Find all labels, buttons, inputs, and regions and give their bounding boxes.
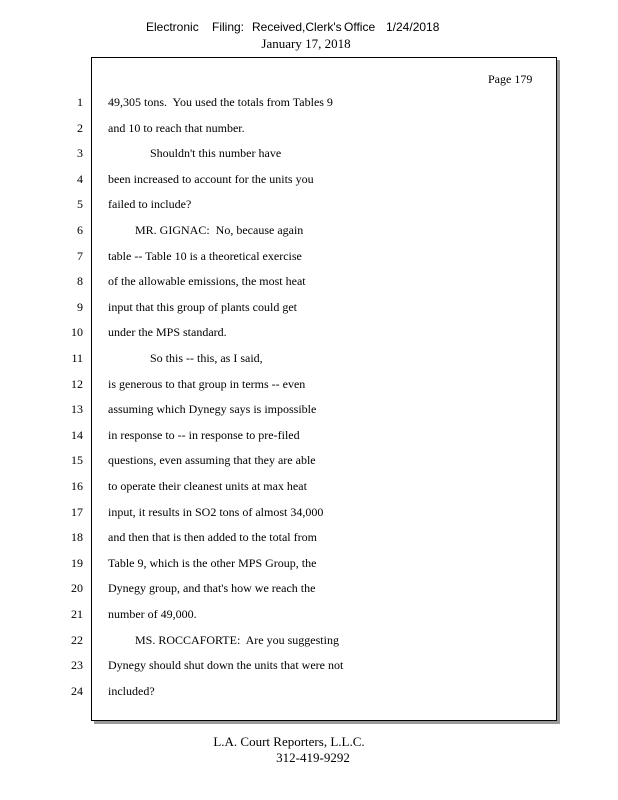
line-number: 23 — [71, 658, 83, 673]
line-text: input that this group of plants could get — [108, 299, 297, 314]
stamp-word-received: Received,Clerk's — [252, 20, 342, 34]
line-text: is generous to that group in terms -- even — [108, 376, 306, 391]
line-number: 15 — [71, 453, 83, 468]
line-number: 12 — [71, 376, 83, 391]
line-number: 6 — [77, 223, 83, 237]
line-number: 7 — [77, 248, 83, 263]
line-text: 49,305 tons. You used the totals from Tables 9 — [108, 95, 333, 109]
line-number: 8 — [77, 274, 83, 289]
line-number: 9 — [77, 299, 83, 314]
line-number: 4 — [77, 171, 83, 186]
line-text: Dynegy should shut down the units that were not — [108, 658, 344, 673]
header-date-row — [0, 36, 618, 52]
line-text: MS. ROCCAFORTE: Are you suggesting — [108, 632, 339, 647]
stamp-date: 1/24/2018 — [386, 20, 440, 34]
footer-phone: 312-419-9292 — [276, 750, 350, 765]
stamp-word-electronic: Electronic — [146, 20, 199, 34]
stamp-word-office: Office — [344, 20, 376, 34]
line-number: 17 — [71, 504, 83, 519]
line-number: 16 — [71, 479, 83, 493]
line-text: to operate their cleanest units at max heat — [108, 479, 307, 493]
line-number: 5 — [77, 197, 83, 212]
line-text: included? — [108, 683, 155, 698]
line-text: of the allowable emissions, the most heat — [108, 274, 306, 289]
line-text: Dynegy group, and that's how we reach the — [108, 581, 316, 596]
line-text: in response to -- in response to pre-filed — [108, 427, 300, 442]
page-number: Page 179 — [488, 72, 533, 86]
line-text: been increased to account for the units you — [108, 171, 314, 186]
line-text: and 10 to reach that number. — [108, 120, 245, 135]
line-text: MR. GIGNAC: No, because again — [108, 223, 304, 237]
line-text: number of 49,000. — [108, 607, 197, 621]
line-number: 11 — [71, 351, 83, 365]
line-text: under the MPS standard. — [108, 325, 227, 340]
line-number: 2 — [77, 120, 83, 135]
line-number: 19 — [71, 555, 83, 570]
line-number: 3 — [77, 146, 83, 161]
line-text: failed to include? — [108, 197, 192, 212]
line-number: 24 — [71, 683, 83, 698]
footer-reporter-row — [0, 734, 618, 750]
line-text: input, it results in SO2 tons of almost 34,000 — [108, 504, 324, 519]
line-number: 20 — [71, 581, 83, 596]
footer-reporter: L.A. Court Reporters, L.L.C. — [213, 734, 365, 749]
footer-phone-row — [0, 750, 618, 766]
line-number: 21 — [71, 607, 83, 621]
line-text: Shouldn't this number have — [108, 146, 282, 161]
line-text: So this -- this, as I said, — [108, 351, 263, 365]
line-text: assuming which Dynegy says is impossible — [108, 402, 317, 417]
line-text: questions, even assuming that they are able — [108, 453, 316, 468]
line-number: 1 — [77, 95, 83, 109]
line-text: and then that is then added to the total from — [108, 530, 317, 545]
line-number: 10 — [71, 325, 83, 340]
line-text: Table 9, which is the other MPS Group, the — [108, 555, 317, 570]
line-number: 14 — [71, 427, 83, 442]
line-number: 22 — [71, 632, 83, 647]
stamp-word-filing: Filing: — [212, 20, 245, 34]
line-text: table -- Table 10 is a theoretical exercise — [108, 248, 302, 263]
line-number: 18 — [71, 530, 83, 545]
header-date: January 17, 2018 — [261, 36, 351, 51]
line-number: 13 — [71, 402, 83, 417]
filing-stamp — [146, 20, 439, 34]
